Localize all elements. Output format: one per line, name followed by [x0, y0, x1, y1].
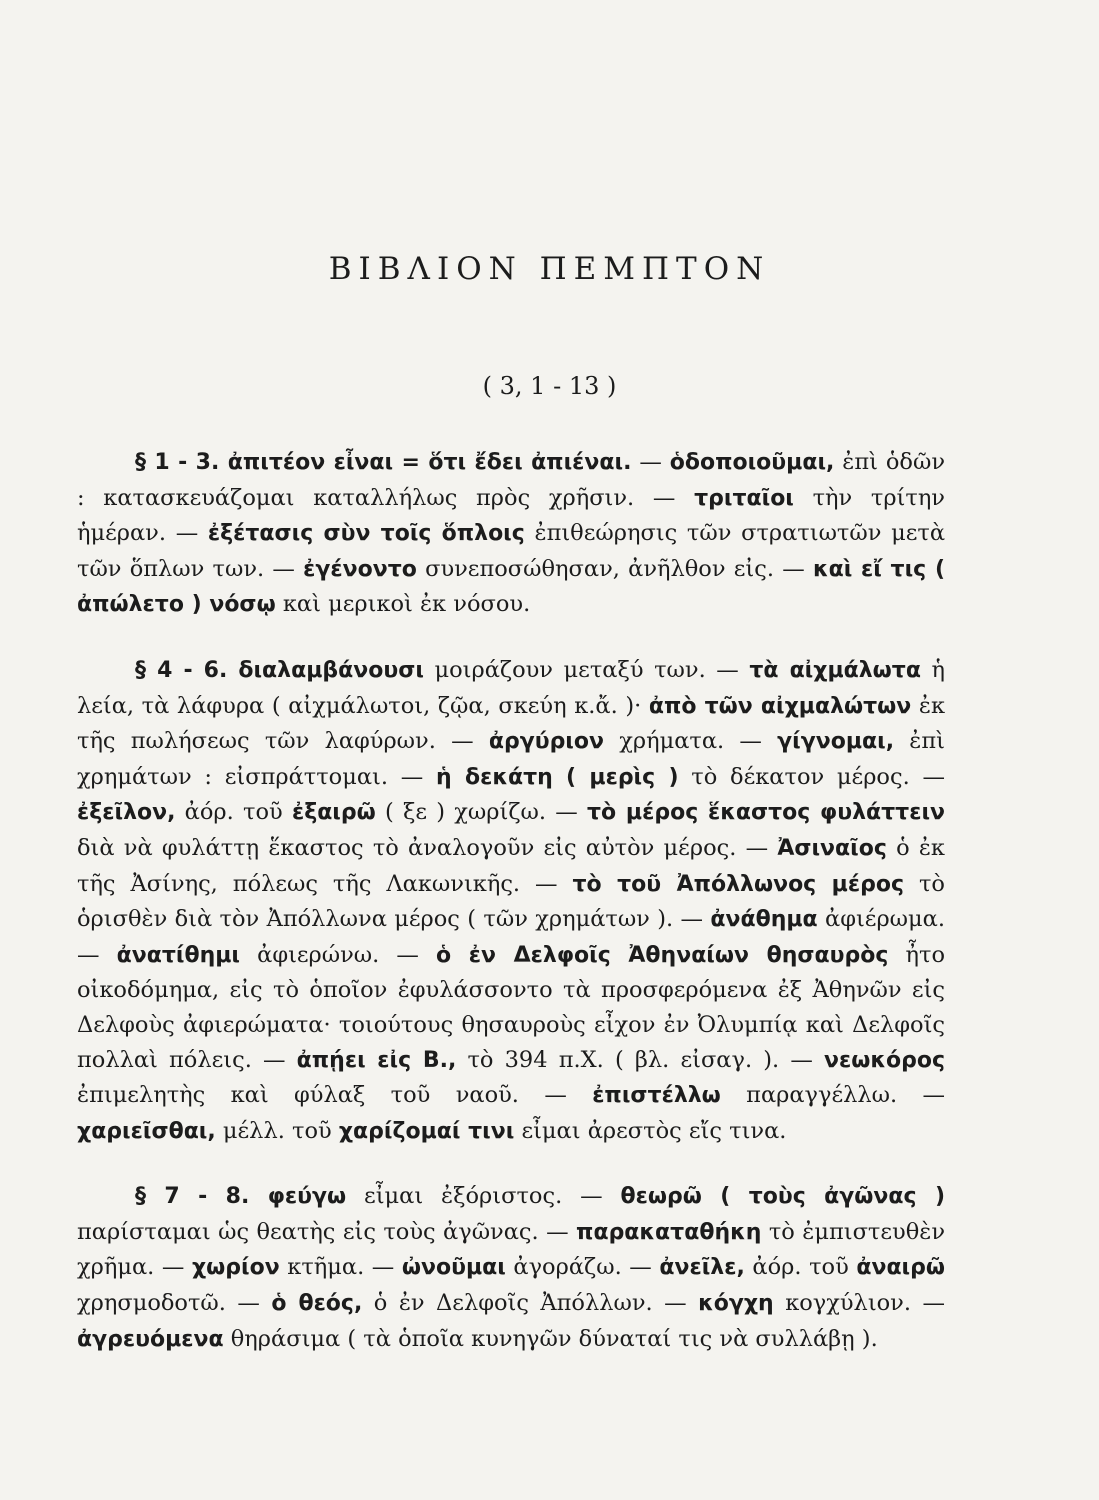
gloss-text: τὸ ἐμπιστευθὲν χρῆμα. — — [77, 1218, 946, 1281]
gloss-text: κογχύλιον. — — [773, 1290, 945, 1317]
gloss-text: — — [631, 449, 670, 475]
gloss-text: ὁ ἐκ τῆς Ἀσίνης, πόλεως τῆς Λακωνικῆς. — — [77, 834, 945, 897]
lemma: ἐξαιρῶ — [291, 800, 376, 826]
lemma: χαρίζομαί τινι — [338, 1118, 515, 1144]
lemma: ἀργύριον — [488, 729, 604, 755]
gloss-text: ἐπὶ ὁδῶν : κατασκευάζομαι καταλλήλως πρὸς χρῆσιν. — — [77, 449, 945, 511]
lemma: τριταῖοι — [694, 485, 794, 511]
lemma: θεωρῶ ( τοὺς ἀγῶνας ) — [620, 1184, 945, 1210]
gloss-text: ἀόρ. τοῦ — [744, 1254, 857, 1281]
gloss-text: ἀφιέρωμα. — — [77, 906, 946, 968]
gloss-text: ἀόρ. τοῦ — [175, 799, 292, 826]
lemma: τὰ αἰχμάλωτα — [749, 657, 921, 683]
commentary-body — [77, 445, 945, 1357]
gloss-text: κτῆμα. — — [279, 1254, 402, 1281]
lemma: § 7 - 8. φεύγω — [135, 1184, 347, 1210]
lemma: κόγχη — [698, 1291, 774, 1317]
gloss-text: ἀφιερώνω. — — [240, 941, 437, 968]
gloss-text: εἶμαι ἐξόριστος. — — [346, 1183, 621, 1210]
gloss-text: μέλλ. τοῦ — [215, 1117, 339, 1144]
lemma: ἀνατίθημι — [116, 942, 240, 968]
gloss-text: τὴν τρίτην ἡμέραν. — — [77, 484, 945, 547]
lemma: ἀγρευόμενα — [77, 1326, 224, 1352]
gloss-text: μοιράζουν μεταξύ των. — — [423, 656, 750, 683]
lemma: ἀπῄει εἰς Β., — [296, 1047, 457, 1073]
lemma: § 4 - 6. διαλαμβάνουσι — [135, 657, 424, 683]
lemma: Ἀσιναῖος — [777, 835, 887, 861]
lemma: καὶ εἴ τις ( ἀπώλετο ) νόσῳ — [77, 556, 946, 618]
lemma: τὸ μέρος ἕκαστος φυλάττειν — [587, 800, 946, 826]
section-paragraph — [77, 445, 945, 623]
section-range: ( 3, 1 - 13 ) — [482, 372, 617, 400]
lemma: ὁ ἐν Δελφοῖς Ἀθηναίων θησαυρὸς — [436, 942, 889, 968]
lemma: τὸ τοῦ Ἀπόλλωνος μέρος — [572, 871, 905, 897]
lemma: ὠνοῦμαι — [401, 1255, 506, 1281]
lemma: ἐξέτασις σὺν τοῖς ὅπλοις — [207, 521, 525, 547]
gloss-text: καὶ μερικοὶ ἐκ νόσου. — [275, 591, 531, 618]
gloss-text: χρησμοδοτῶ. — — [77, 1290, 272, 1317]
lemma: ἀναιρῶ — [856, 1255, 945, 1281]
gloss-text: ἡ λεία, τὰ λάφυρα ( αἰχμάλωτοι, ζῷα, σκεύη κ.ἄ. )· — [77, 656, 945, 719]
lemma: ἐγένοντο — [303, 556, 417, 582]
gloss-text: χρήματα. — — [603, 728, 778, 755]
gloss-text: ἀγοράζω. — — [505, 1254, 660, 1281]
lemma: νεωκόρος — [823, 1047, 945, 1073]
gloss-text: παρίσταμαι ὡς θεατὴς εἰς τοὺς ἀγῶνας. — — [77, 1218, 577, 1245]
section-paragraph — [77, 1179, 945, 1357]
lemma: ἀπὸ τῶν αἰχμαλώτων — [648, 693, 912, 719]
gloss-text: θηράσιμα ( τὰ ὁποῖα κυνηγῶν δύναταί τις νὰ συλλάβῃ ). — [223, 1325, 878, 1352]
gloss-text: τὸ ὁρισθὲν διὰ τὸν Ἀπόλλωνα μέρος ( τῶν χρημάτων ). — — [77, 870, 945, 933]
gloss-text: εἶμαι ἀρεστὸς εἴς τινα. — [514, 1117, 787, 1144]
gloss-text: ἐκ τῆς πωλήσεως τῶν λαφύρων. — — [77, 692, 946, 755]
lemma: παρακαταθήκη — [576, 1219, 762, 1245]
gloss-text: συνεποσώθησαν, ἀνῆλθον εἰς. — — [416, 555, 813, 582]
lemma: ἀνεῖλε, — [659, 1255, 745, 1281]
gloss-text: ( ξε ) χωρίζω. — — [375, 799, 587, 826]
gloss-text: διὰ νὰ φυλάττῃ ἕκαστος τὸ ἀναλογοῦν εἰς αὐτὸν μέρος. — — [77, 834, 778, 861]
gloss-text: τὸ 394 π.Χ. ( βλ. εἰσαγ. ). — — [456, 1046, 824, 1073]
lemma: χαριεῖσθαι, — [77, 1118, 216, 1144]
lemma: ἐξεῖλον, — [77, 800, 176, 826]
lemma: χωρίον — [191, 1255, 280, 1281]
gloss-text: ἐπιμελητὴς καὶ φύλαξ τοῦ ναοῦ. — — [77, 1082, 593, 1109]
gloss-text: ἦτο οἰκοδόμημα, εἰς τὸ ὁποῖον ἐφυλάσσοντο τὰ προσφερόμενα ἐξ Ἀθηνῶν εἰς Δελφοὺς ἀφιερώματα· τοιούτους θησαυροὺς εἶχον ἐν Ὀλυμπίᾳ καὶ Δελφοῖς πολλαὶ πόλεις. — — [77, 941, 945, 1073]
gloss-text: ἐπιθεώρησις τῶν στρατιωτῶν μετὰ τῶν ὅπλων των. — — [77, 520, 946, 582]
gloss-text: τὸ δέκατον μέρος. — — [678, 763, 945, 790]
section-paragraph — [77, 653, 945, 1149]
lemma: ὁ θεός, — [271, 1291, 363, 1317]
lemma: ἐπιστέλλω — [592, 1083, 721, 1109]
lemma: ἀνάθημα — [710, 907, 818, 933]
book-title: ΒΙΒΛΙΟΝ ΠΕΜΠΤΟΝ — [328, 250, 771, 287]
gloss-text: ὁ ἐν Δελφοῖς Ἀπόλλων. — — [362, 1290, 699, 1317]
lemma: § 1 - 3. ἀπιτέον εἶναι = ὅτι ἔδει ἀπιέναι. — [135, 450, 632, 475]
lemma: ὁδοποιοῦμαι, — [669, 450, 835, 475]
lemma: γίγνομαι, — [777, 729, 895, 755]
lemma: ἡ δεκάτη ( μερὶς ) — [436, 764, 679, 790]
gloss-text: ἐπὶ χρημάτων : εἰσπράττομαι. — — [77, 728, 945, 790]
gloss-text: παραγγέλλω. — — [720, 1082, 945, 1109]
